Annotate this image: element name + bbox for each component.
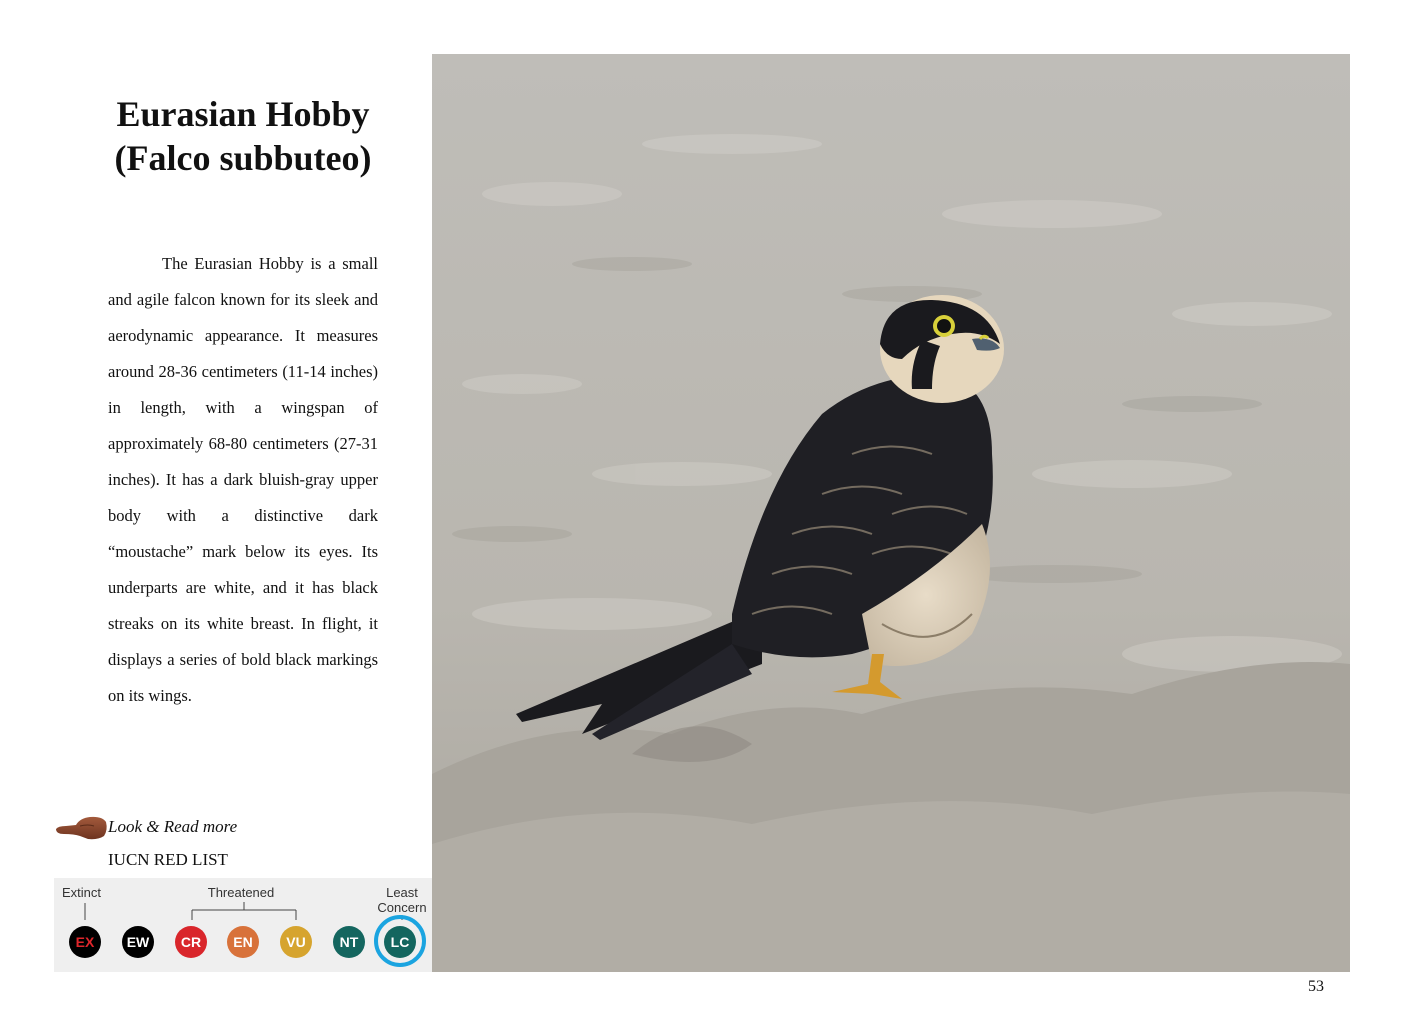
iucn-heading: IUCN RED LIST bbox=[108, 850, 228, 869]
iucn-status-scale bbox=[54, 878, 432, 972]
current-status-highlight bbox=[374, 915, 426, 967]
iucn-connector-lines bbox=[54, 878, 432, 928]
page-title bbox=[60, 92, 426, 180]
badge-lc: LC bbox=[384, 926, 416, 958]
falcon-photo bbox=[432, 54, 1350, 972]
description-paragraph: The Eurasian Hobby is a small and agile falcon known for its sleek and aerodynamic appearance. It measures around 28-36 centimeters (11-14 inches) in length, with a wingspan of approximately 68-80 centimeters (27-31 inches). It has a dark bluish-gray upper body with a distinctive dark “moustache” mark below its eyes. Its underparts are white, and it has black streaks on its white breast. In flight, it displays a series of bold black markings on its wings. bbox=[108, 254, 378, 705]
label-extinct: Extinct bbox=[62, 885, 102, 900]
label-least: Least bbox=[386, 885, 418, 900]
pointing-hand-icon bbox=[54, 812, 108, 842]
title-common-name: Eurasian Hobby bbox=[116, 94, 370, 134]
badge-cr: CR bbox=[175, 926, 207, 958]
look-read-more[interactable] bbox=[54, 812, 237, 842]
badge-vu: VU bbox=[280, 926, 312, 958]
label-threatened: Threatened bbox=[207, 885, 275, 900]
page-number: 53 bbox=[1308, 978, 1324, 995]
badge-nt: NT bbox=[333, 926, 365, 958]
badge-ex: EX bbox=[69, 926, 101, 958]
title-scientific-name: (Falco subbuteo) bbox=[114, 138, 372, 178]
look-read-more-label: Look & Read more bbox=[108, 817, 238, 836]
label-concern: Concern bbox=[377, 900, 427, 915]
badge-ew: EW bbox=[122, 926, 154, 958]
badge-en: EN bbox=[227, 926, 259, 958]
